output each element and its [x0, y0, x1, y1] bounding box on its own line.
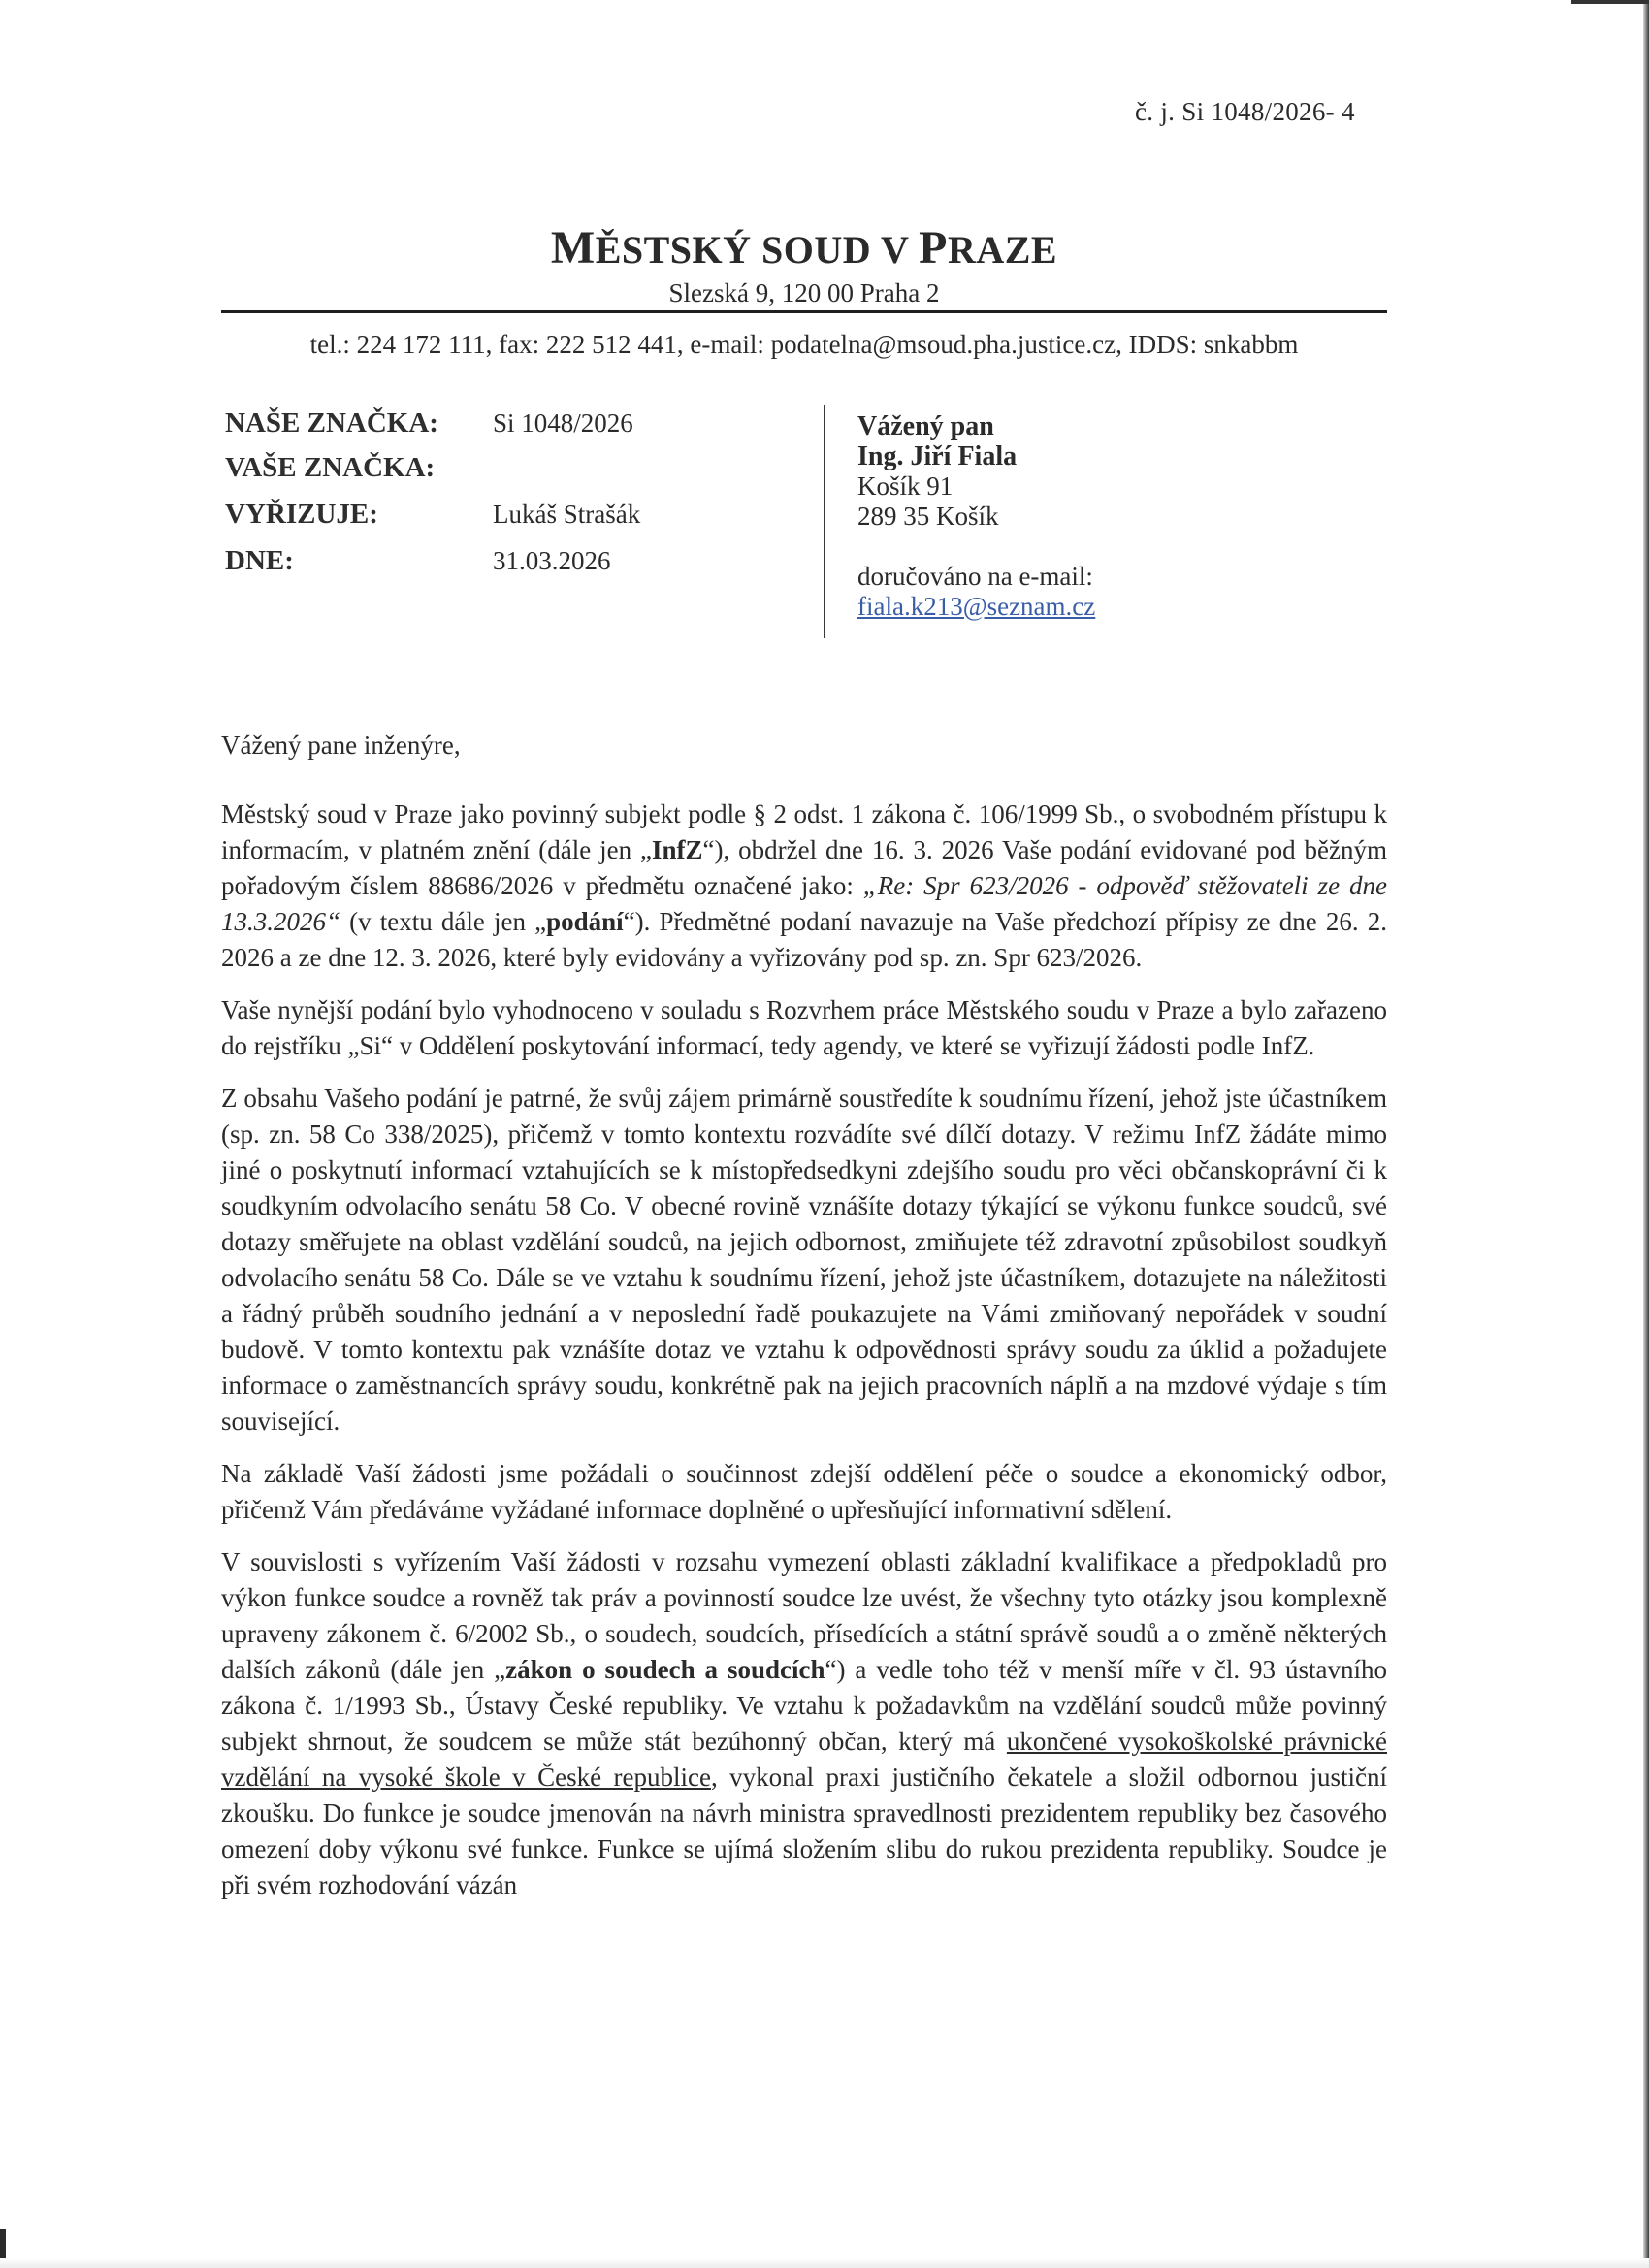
text-run: “) a vedle toho též v menší míře v čl. 93 ústavního zákona č. 1/1993 Sb., Ústavy České republiky. Ve vztahu k požadavkům na vzdělání soudců může povinný subjekt shrnout, že soudcem se může stát bezúhonný občan, který má — [221, 1655, 1387, 1756]
reference-label: VAŠE ZNAČKA: — [225, 452, 436, 483]
reference-row-our-ref — [225, 407, 640, 452]
text-run: (v textu dále jen „ — [340, 907, 547, 936]
text-run: , vykonal praxi justičního čekatele a složil odbornou justiční zkoušku. Do funkce je soudce jmenován na návrh ministra spravedlnosti prezidentem republiky bez časového omezení doby výkonu své funkce. Funkce se ujímá složením slibu do rukou prezidenta republiky. Soudce je při svém rozhodování vázán — [221, 1763, 1387, 1899]
letter-salutation: Vážený pane inženýre, — [221, 730, 461, 760]
reference-row-handled-by — [225, 499, 640, 543]
letterhead — [221, 221, 1387, 308]
recipient-email-link[interactable]: fiala.k213@seznam.cz — [857, 592, 1096, 621]
recipient-salutation: Vážený pan — [857, 411, 994, 441]
reference-label: DNE: — [225, 545, 294, 576]
reference-value: 31.03.2026 — [493, 546, 611, 575]
reference-block — [225, 407, 640, 590]
recipient-name: Ing. Jiří Fiala — [857, 441, 1018, 471]
text-run: Městský soud v Praze jako povinný subjekt podle § 2 odst. 1 zákona č. 106/1999 Sb., o svobodném přístupu k informacím, v platném znění (dále jen „ — [221, 799, 1387, 864]
scan-edge-right — [1643, 0, 1649, 2268]
paragraph-1 — [221, 796, 1387, 976]
reference-row-date — [225, 545, 640, 590]
reference-label: NAŠE ZNAČKA: — [225, 407, 438, 438]
court-name-initial-1: M — [550, 222, 596, 274]
text-run: “), obdržel dne 16. 3. 2026 Vaše podání evidované pod běžným pořadovým číslem 88686/2026 v předmětu označené jako: — [221, 835, 1387, 900]
text-run: V souvislosti s vyřízením Vaší žádosti v rozsahu vymezení oblasti základní kvalifikace a předpokladů pro výkon funkce soudce a rovněž tak práv a povinností soudce lze uvést, že všechny tyto otázky jsou komplexně upraveny zákonem č. 6/2002 Sb., o soudech, soudcích, přísedících a státní správě soudů a o změně některých dalších zákonů (dále jen „ — [221, 1547, 1387, 1684]
reference-value: Si 1048/2026 — [493, 408, 633, 437]
scan-edge-top — [1571, 0, 1649, 4]
defined-term-infz: InfZ — [651, 835, 703, 864]
court-name-part-2: RAZE — [947, 228, 1058, 272]
letter-body — [221, 728, 1387, 1920]
court-contact-line: tel.: 224 172 111, fax: 222 512 441, e-mail: podatelna@msoud.pha.justice.cz, IDDS: snkabbm — [309, 330, 1299, 359]
paragraph-4: Na základě Vaší žádosti jsme požádali o součinnost zdejší oddělení péče o soudce a ekonomický odbor, přičemž Vám předáváme vyžádané informace doplněné o upřesňující informativní sdělení. — [221, 1459, 1387, 1524]
reference-label: VYŘIZUJE: — [225, 499, 378, 530]
defined-term-podani: podání — [546, 907, 624, 936]
paragraph-5 — [221, 1544, 1387, 1903]
recipient-address-block — [857, 411, 1095, 622]
paragraph-3: Z obsahu Vašeho podání je patrné, že svůj zájem primárně soustředíte k soudnímu řízení, jehož jste účastníkem (sp. zn. 58 Co 338/2025), přičemž v tomto kontextu rozvádíte své dílčí dotazy. V režimu InfZ žádáte mimo jiné o poskytnutí informací vztahujících se k místopředsedkyni zdejšího soudu pro věci občanskoprávní či k soudkyním odvolacího senátu 58 Co. V obecné rovině vznášíte dotazy týkající se výkonu funkce soudců, své dotazy směřujete na oblast vzdělání soudců, na jejich odbornost, zmiňujete též zdravotní způsobilost soudkyň odvolacího senátu 58 Co. Dále se ve vztahu k soudnímu řízení, jehož jste účastníkem, dotazujete na náležitosti a řádný průběh soudního jednání a v neposlední řadě poukazujete na Vámi zmiňovaný nepořádek v soudní budově. V tomto kontextu pak vznášíte dotaz ve vztahu k odpovědnosti správy soudu za úklid a požadujete informace o zaměstnancích správy soudu, konkrétně pak na jejich pracovních náplň a na mzdové výdaje s tím související. — [221, 1084, 1387, 1436]
header-divider — [221, 310, 1387, 313]
quoted-subject: „Re: Spr 623/2026 - odpověď stěžovateli ze dne 13.3.2026“ — [221, 871, 1387, 936]
address-divider — [824, 405, 825, 638]
defined-term-judges-act: zákon o soudech a soudcích — [505, 1655, 825, 1684]
reference-row-your-ref — [225, 452, 640, 497]
delivery-note: doručováno na e-mail: — [857, 562, 1093, 591]
recipient-city: 289 35 Košík — [857, 502, 999, 531]
reference-value: Lukáš Strašák — [493, 500, 641, 529]
recipient-street: Košík 91 — [857, 471, 954, 501]
court-address: Slezská 9, 120 00 Praha 2 — [668, 278, 940, 308]
underlined-requirement: ukončené vysokoškolské právnické vzdělání na vysoké škole v České republice — [221, 1727, 1387, 1792]
spacer — [857, 532, 1095, 562]
court-name-part-1: ĚSTSKÝ SOUD V — [595, 228, 920, 272]
paragraph-2: Vaše nynější podání bylo vyhodnoceno v souladu s Rozvrhem práce Městského soudu v Praze a bylo zařazeno do rejstříku „Si“ v Oddělení poskytování informací, tedy agendy, ve které se vyřizují žádosti podle InfZ. — [221, 995, 1387, 1060]
court-name — [221, 221, 1387, 275]
scan-edge-bottom — [0, 2258, 1649, 2268]
court-name-initial-2: P — [919, 222, 948, 274]
text-run: “). Předmětné podaní navazuje na Vaše předchozí přípisy ze dne 26. 2. 2026 a ze dne 12. 3. 2026, které byly evidovány a vyřizovány pod sp. zn. Spr 623/2026. — [221, 907, 1387, 972]
case-reference-number: č. j. Si 1048/2026- 4 — [1135, 97, 1355, 126]
